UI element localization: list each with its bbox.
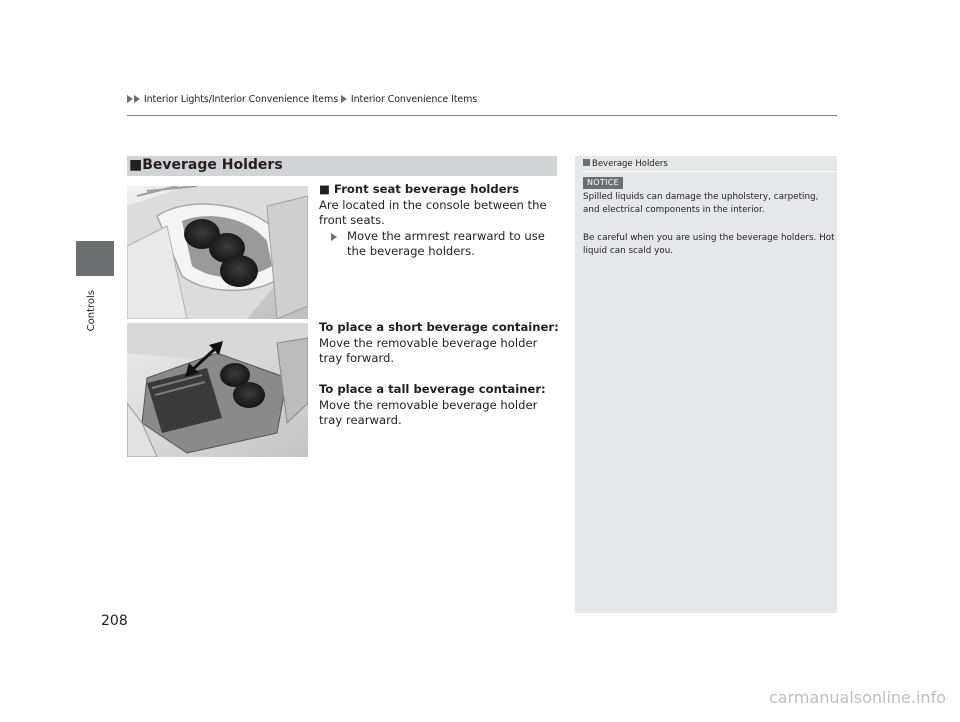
tall-container-block bbox=[319, 382, 563, 429]
breadcrumb-part-1[interactable]: Interior Lights/Interior Convenience Items bbox=[143, 94, 339, 105]
short-container-block bbox=[319, 320, 563, 367]
page-number: 208 bbox=[101, 613, 128, 629]
step-arrow-icon bbox=[331, 233, 337, 241]
console-cupholder-photo bbox=[127, 186, 308, 319]
step-item bbox=[319, 229, 563, 260]
breadcrumb-arrow-icon bbox=[134, 95, 140, 103]
notice-badge: NOTICE bbox=[583, 177, 623, 189]
short-container-text: Move the removable beverage holder tray forward. bbox=[319, 335, 538, 365]
tall-container-heading: To place a tall beverage container: bbox=[319, 382, 546, 396]
breadcrumb-arrow-icon bbox=[127, 95, 133, 103]
note-reference-icon bbox=[583, 159, 590, 166]
breadcrumb bbox=[127, 94, 477, 105]
notice-text: Spilled liquids can damage the upholstery, carpeting, and electrical components in the interior. bbox=[583, 192, 819, 215]
removable-tray-illustration bbox=[127, 323, 308, 457]
side-note-panel bbox=[575, 156, 837, 613]
short-container-heading: To place a short beverage container: bbox=[319, 320, 559, 334]
section-title bbox=[129, 157, 283, 173]
body-content bbox=[319, 182, 563, 260]
note-header-text: Beverage Holders bbox=[592, 159, 668, 169]
tall-container-text: Move the removable beverage holder tray rearward. bbox=[319, 397, 538, 427]
header-divider bbox=[127, 115, 837, 116]
subsection-heading bbox=[319, 182, 563, 198]
section-marker: ■ bbox=[129, 157, 143, 173]
removable-tray-photo bbox=[127, 323, 308, 457]
step-text: Move the armrest rearward to use the beverage holders. bbox=[347, 228, 545, 258]
section-title-text: Beverage Holders bbox=[142, 157, 283, 173]
chapter-tab bbox=[76, 241, 114, 276]
breadcrumb-arrow-icon bbox=[341, 95, 347, 103]
subsection-title: Front seat beverage holders bbox=[334, 182, 520, 196]
note-divider bbox=[583, 171, 834, 172]
breadcrumb-part-2[interactable]: Interior Convenience Items bbox=[350, 94, 478, 105]
caution-text: Be careful when you are using the beverage holders. Hot liquid can scald you. bbox=[583, 233, 835, 256]
intro-text: Are located in the console between the front seats. bbox=[319, 197, 547, 227]
console-cupholder-illustration bbox=[127, 186, 308, 319]
watermark: carmanualsonline.info bbox=[768, 688, 946, 707]
note-header bbox=[583, 159, 668, 169]
chapter-label: Controls bbox=[86, 290, 97, 332]
subsection-marker: ■ bbox=[319, 182, 330, 196]
section-header bbox=[127, 156, 557, 176]
